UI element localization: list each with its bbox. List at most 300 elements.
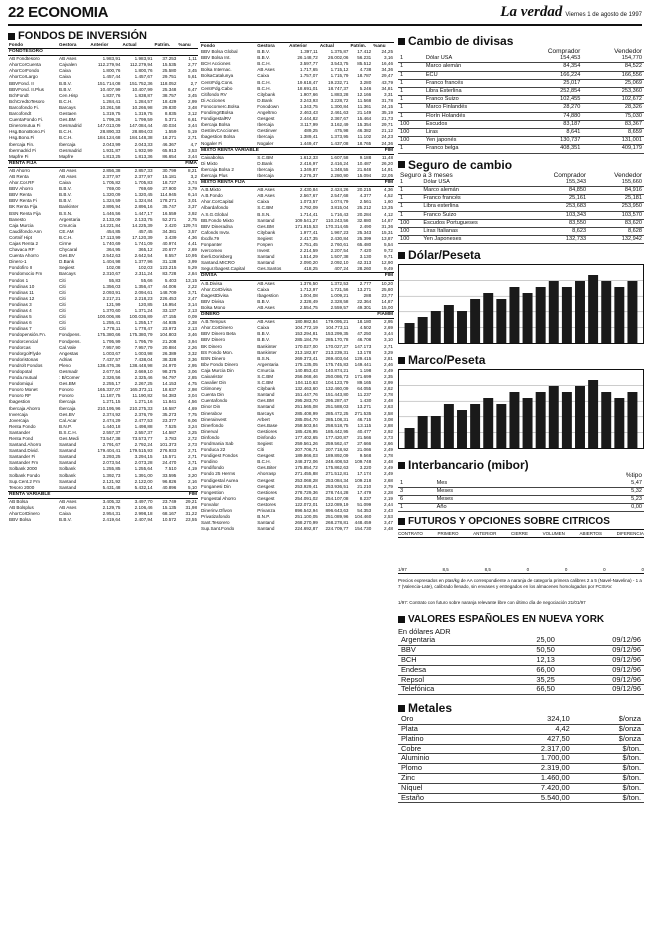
fund-current: 175.745,83: [325, 361, 349, 367]
fund-yield: 3,79: [188, 186, 197, 192]
table-row: [398, 96, 644, 104]
fund-previous: 180.982,84: [288, 319, 319, 326]
fund-previous: 896.542,94: [294, 508, 318, 514]
fund-manager: Santand: [256, 218, 288, 224]
fund-assets: 37.253: [154, 56, 178, 63]
fund-manager: Mapfre: [58, 154, 89, 161]
fund-yield: 29,71: [381, 122, 393, 128]
chart-bar: [601, 281, 611, 343]
fund-name: Ahor.Cor.RF: [8, 180, 58, 186]
fund-name: Cafonds Invtv.: [200, 230, 256, 236]
fund-group-tag: FIM: [372, 180, 394, 187]
fund-name: Citimoney: [201, 386, 222, 392]
fund-yield: 3,44: [188, 123, 197, 129]
sell-rate: 103,570: [588, 211, 644, 219]
fund-manager: Ges.BM: [58, 117, 89, 123]
fund-current: 213.239,31: [325, 349, 349, 355]
fund-assets: 7.525: [154, 424, 178, 430]
fund-name: Privatizafondo: [200, 514, 256, 520]
table-row: [398, 715, 644, 724]
price: 25,00: [497, 636, 558, 645]
currency: Marco Finlandés: [424, 104, 512, 112]
fund-manager: B.C.H.: [257, 459, 271, 465]
fund-previous: 1.778,11: [89, 326, 121, 332]
fund-current: 769,69: [138, 186, 153, 192]
fund-previous: 2.554,75: [288, 305, 319, 312]
fund-previous: 100.006,86: [89, 314, 121, 320]
fund-assets: 12.166: [349, 92, 372, 98]
fund-manager: Ibercaja: [58, 142, 89, 148]
fund-current: 2.857,33: [121, 167, 153, 174]
sell-rate: 154,770: [582, 55, 644, 63]
fund-previous: 1.255,41: [102, 320, 121, 326]
date: 09/12/96: [558, 675, 644, 685]
fund-previous: 2.043,99: [89, 142, 121, 148]
fund-name: Fondinas 11: [8, 290, 58, 296]
fund-name: Ibercaja Bolsa 2: [200, 167, 256, 173]
fund-name: Fonpanter: [200, 242, 256, 248]
fund-current: 104.123,79: [319, 380, 350, 386]
fund-name: Caixaristor: [201, 373, 223, 379]
fund-current: 184.148,38: [129, 135, 153, 141]
fund-manager: Gesgest: [257, 483, 275, 489]
fund-previous: 2.310,67: [102, 271, 121, 277]
fund-current: 2.376,79: [121, 412, 153, 418]
fund-name: Cuentafondo: [201, 398, 228, 404]
fund-assets: 16.559: [162, 210, 177, 216]
fund-name: BchFondt: [8, 93, 58, 99]
fund-name: Fondoristonas: [9, 356, 39, 362]
fund-assets: 11.361: [349, 104, 372, 110]
fund-yield: 23,55: [185, 517, 197, 523]
fund-name: AB Fondtesoro: [8, 56, 58, 63]
fund-current: 285.108,31: [319, 417, 350, 423]
fund-yield: 4,41: [177, 241, 198, 247]
fund-current: 1.377,96: [134, 259, 153, 265]
fund-yield: 3,04: [188, 393, 197, 399]
fund-current: 1.356,47: [134, 283, 153, 289]
fund-name: BBV Dinero: [201, 337, 226, 343]
metal: Zinc: [398, 774, 485, 784]
metal: Plomo: [398, 764, 485, 774]
unit: 100: [398, 129, 424, 137]
fund-yield: 3,14: [177, 302, 198, 308]
fund-name: Bbv Fondo Dinero: [201, 361, 239, 367]
fund-previous: 1.370,60: [102, 308, 121, 314]
fund-name: Dinfondo: [201, 434, 220, 440]
fund-assets: 17.412: [357, 49, 372, 55]
fund-manager: B.C.H.: [256, 80, 288, 86]
fund-current: 271.512,81: [325, 471, 349, 477]
fund-manager: AB Ases: [59, 173, 77, 179]
fund-yield: 3,94: [177, 339, 198, 345]
fund-group-label: DIVISA: [200, 273, 372, 280]
fund-manager: Fonpen: [256, 242, 288, 248]
chart-bar: [601, 392, 611, 448]
bullet-icon: [398, 518, 405, 525]
fund-yield: 14,91: [372, 167, 394, 173]
fund-previous: 1.440,18: [89, 424, 121, 430]
fund-name: Ivercomex: [201, 248, 223, 254]
fund-previous: 1.343,75: [288, 104, 319, 110]
fund-current: 175.862,63: [319, 465, 350, 471]
fund-yield: 13,15: [177, 278, 198, 284]
issue-date: Viernes 1 de agosto de 1997: [565, 12, 642, 18]
fund-name: Fondorcas: [9, 344, 31, 350]
fund-name: Caudifondo Ann: [8, 229, 58, 235]
fund-previous: 153.294,81: [288, 331, 319, 337]
fund-manager: B.S.N.: [59, 210, 73, 216]
metal: Platino: [398, 734, 485, 744]
fund-yield: 6,47: [188, 86, 197, 92]
unit: 100: [398, 228, 421, 236]
fund-current: 2.547,68: [319, 193, 350, 199]
fund-previous: 138.476,36: [89, 363, 121, 369]
fund-manager: Arbert: [256, 417, 288, 423]
fund-yield: 3,53: [188, 147, 197, 153]
fund-row: [200, 305, 394, 312]
fund-name: Fondopotal: [9, 368, 32, 374]
fund-previous: 1.389,41: [299, 134, 318, 140]
fund-previous: 2.444,82: [288, 116, 319, 122]
unit: 1: [398, 112, 424, 120]
fund-current: 2.043,33: [121, 142, 153, 148]
fund-manager: B.C.H.: [58, 129, 89, 135]
fund-assets: 26.389: [154, 351, 178, 357]
fund-current: 1.800,76: [121, 68, 153, 74]
fund-name: Fondopensión.Fn.: [9, 332, 47, 338]
fund-current: 1.883,28: [319, 92, 350, 98]
metal: Oro: [398, 715, 485, 724]
fund-previous: 258.503,84: [294, 422, 318, 428]
fund-current: 110.243,56: [319, 218, 350, 224]
fund-assets: 47.155: [154, 314, 178, 320]
fund-previous: 2.129,75: [102, 505, 121, 511]
fund-row: [200, 350, 394, 356]
fund-current: 18.747,37: [328, 85, 349, 91]
chart-bar: [627, 281, 637, 343]
fund-group-label: FONDTESORO: [8, 49, 177, 56]
fund-current: 17.120,39: [132, 234, 153, 240]
fund-yield: 2,7: [177, 81, 198, 87]
fund-row: [8, 154, 198, 161]
fund-previous: 1.449,47: [288, 141, 319, 148]
sell-rate: 132,942: [588, 236, 644, 244]
fund-yield: 2,78: [372, 392, 394, 398]
fund-current: 1.799,59: [121, 117, 153, 123]
fund-assets: 23.377: [162, 417, 177, 423]
fund-previous: 1.740,69: [89, 241, 121, 247]
fund-manager: AB Ases: [256, 193, 288, 199]
currency: Franco Suizo: [424, 96, 512, 104]
chart-bar: [562, 392, 572, 448]
currency: Libra esterlina: [421, 203, 524, 211]
fund-assets: 3.220: [349, 465, 372, 471]
fund-name: Fondomiqui: [9, 381, 34, 387]
fund-name: Cuenta Din: [200, 392, 256, 398]
fund-row: [8, 498, 198, 505]
fund-manager: Gesmadr: [59, 368, 78, 374]
fund-yield: 5,29: [177, 265, 198, 271]
seguro-head: Seguro a 3 meses: [400, 171, 453, 179]
fund-yield: 3,71: [177, 290, 198, 296]
fund-current: 185.442,95: [319, 429, 350, 435]
fund-yield: 4,56: [177, 399, 198, 405]
fund-yield: 2,92: [372, 429, 394, 435]
fund-previous: 295.283,70: [294, 398, 318, 404]
fund-current: 1.437,08: [319, 141, 350, 148]
fund-row: [8, 204, 198, 210]
fund-manager: Fonoro: [59, 393, 74, 399]
fund-current: 1.607,58: [319, 154, 350, 161]
fund-name: Fondigest Fondos: [200, 453, 256, 459]
fund-current: 2.559,57: [319, 305, 350, 312]
fund-manager: AB Ases: [58, 498, 89, 505]
fund-current: 138.448,98: [121, 363, 153, 369]
fund-manager: B.B.V.: [58, 81, 89, 87]
fund-yield: 4,7: [177, 142, 198, 148]
fund-name: Fondos 1: [8, 278, 58, 284]
fund-yield: 15,31: [372, 230, 394, 236]
fund-row: [8, 167, 198, 174]
fund-yield: 9,49: [372, 266, 394, 273]
fund-name: BBV Bolsa Global: [201, 49, 238, 55]
fund-manager: Citybank: [256, 230, 288, 236]
fund-yield: 15,00: [372, 305, 394, 312]
fund-previous: 17.113,99: [100, 234, 121, 240]
fund-assets: 24.970: [154, 363, 178, 369]
currency: Escudos: [424, 120, 512, 128]
fund-name: Ibercaja Ahorro: [9, 405, 41, 411]
fund-assets: 10.487: [357, 160, 372, 166]
fund-previous: 2.430,84: [299, 187, 318, 193]
chart-bar: [405, 323, 415, 343]
currency: Liras: [424, 129, 512, 137]
fund-current: 248.408,53: [325, 459, 349, 465]
chart-bar: [509, 392, 519, 448]
table-row: [398, 195, 644, 203]
fund-assets: 21.566: [357, 434, 372, 440]
buy-rate: 166,224: [512, 71, 583, 79]
fund-current: 122.089,19: [319, 502, 350, 508]
fund-name: Ibercaja Plus: [201, 172, 228, 178]
metales-table: [398, 715, 644, 803]
table-row: [398, 71, 644, 79]
fund-current: 26.002,06: [319, 55, 350, 61]
fund-row: [8, 351, 198, 357]
fund-manager: Angeltmo: [257, 110, 277, 116]
buy-rate: 408,351: [512, 145, 583, 153]
bullet-icon: [398, 462, 405, 469]
fund-manager: B.B.V.: [59, 186, 72, 192]
fund-manager: B.B.V.: [257, 337, 270, 343]
fund-yield: 31,22: [177, 511, 198, 517]
fund-manager: Ibercaja: [58, 399, 89, 405]
fund-name: CentrFdg.Cabo: [201, 85, 233, 91]
sell-rate: 75,030: [582, 112, 644, 120]
unit: 100: [398, 137, 424, 145]
fund-manager: Angestas: [58, 351, 89, 357]
fund-group-label: MIXTO RENTA VARIABLE: [200, 147, 372, 154]
fund-current: 151.443,80: [319, 392, 350, 398]
unit: $/ton.: [573, 744, 644, 754]
fund-row: [200, 173, 394, 180]
buy-rate: 155,343: [524, 179, 588, 187]
fund-previous: 7.957,90: [102, 344, 121, 350]
fund-yield: 2,75: [177, 217, 198, 223]
rate: 5,47: [540, 480, 644, 488]
fund-assets: 7.510: [164, 466, 177, 472]
unit: 1: [398, 55, 424, 63]
fund-previous: 285.184,79: [294, 337, 318, 343]
fund-assets: 31.138: [162, 259, 177, 265]
fund-yield: 2,49: [372, 465, 394, 471]
fund-name: Ibagestion Bolsa: [201, 134, 235, 140]
fund-previous: 179.404,41: [89, 448, 121, 454]
fund-yield: 24,25: [381, 49, 393, 55]
fund-assets: 129.415: [349, 356, 372, 362]
fund-name: AhorCorCuenta: [9, 62, 41, 68]
fund-manager: S.C.BM: [256, 205, 288, 211]
fund-yield: 3,29: [384, 349, 393, 355]
fund-row: [8, 357, 198, 363]
chart-bar: [562, 287, 572, 343]
fund-row: [200, 526, 394, 532]
fund-manager: Nogaler: [256, 141, 288, 148]
fund-assets: 18.765: [349, 141, 372, 148]
fund-previous: 1.376,50: [288, 280, 319, 287]
fund-yield: 2,16: [188, 478, 197, 484]
fund-yield: 3,01: [188, 198, 197, 204]
fund-assets: 4.377: [349, 193, 372, 199]
fund-manager: Barcays: [257, 410, 274, 416]
fund-manager: Invest: [257, 248, 270, 254]
fund-yield: 2,53: [372, 514, 394, 520]
price: 1.700,00: [485, 754, 573, 764]
term-number: 1: [398, 480, 435, 488]
fund-assets: 98.375: [162, 368, 177, 374]
fund-row: [200, 224, 394, 230]
fund-group-row: [8, 491, 198, 498]
fund-manager: Santand: [59, 442, 77, 448]
fund-previous: 2.276,37: [299, 172, 318, 178]
fund-previous: 2.255,17: [102, 381, 121, 387]
fund-assets: 21.149: [357, 110, 372, 116]
fund-row: [8, 466, 198, 472]
fund-name: BB.Fondo Mixto: [200, 218, 256, 224]
fund-row: [200, 80, 394, 86]
fund-previous: 3.405,32: [89, 498, 121, 505]
chart-bar: [405, 428, 415, 448]
fund-manager: Dinfondo: [257, 434, 276, 440]
fund-assets: 123.215: [154, 265, 178, 271]
fund-assets: 52.271: [154, 217, 178, 223]
fund-manager: Santand: [58, 460, 89, 466]
fund-assets: 46.367: [154, 142, 178, 148]
fund-current: 1.324,84: [134, 198, 153, 204]
fund-yield: 3,16: [372, 55, 394, 61]
column-header: Fondo: [9, 42, 24, 47]
fund-name: FondimgrtBolsa: [201, 110, 234, 116]
fund-yield: 3,45: [177, 93, 198, 99]
futuros-column: ABIERTOS: [579, 531, 603, 537]
fund-name: Santand.Ahorro: [9, 442, 42, 448]
fund-manager: B.C.H.: [59, 234, 73, 240]
fund-name: A.B.Divisa: [200, 280, 256, 287]
fund-previous: 26.148,72: [288, 55, 319, 61]
fund-group-row: [8, 49, 198, 56]
fund-yield: 3,74: [177, 180, 198, 186]
column-header: Fondo: [201, 43, 216, 48]
chart-bar: [431, 416, 441, 448]
fund-previous: 769,00: [106, 186, 121, 192]
fund-current: 179.095,21: [319, 319, 350, 326]
fund-previous: 2.474,29: [102, 417, 121, 423]
fund-current: 3.497,70: [121, 498, 153, 505]
fund-assets: 51.099: [349, 502, 372, 508]
price: 7.420,00: [485, 783, 573, 793]
fund-manager: Caixa: [58, 68, 89, 74]
fund-yield: 3,10: [384, 337, 393, 343]
fund-previous: 256.068,46: [294, 373, 318, 379]
fund-assets: 15.464: [349, 116, 372, 122]
date: 09/12/96: [558, 636, 644, 645]
fund-previous: 2.093,91: [89, 290, 121, 296]
chart-bar: [444, 305, 454, 343]
fund-previous: 112.279,94: [97, 62, 121, 68]
fund-name: Banesto: [8, 217, 58, 223]
fund-yield: 2,79: [384, 483, 393, 489]
fund-current: 55,66: [121, 278, 153, 284]
table-row: [398, 236, 644, 244]
fund-yield: 3,08: [372, 417, 394, 423]
fund-manager: AB Ases: [59, 505, 77, 511]
fund-assets: 21.848: [349, 167, 372, 173]
fund-row: [200, 319, 394, 326]
fund-current: 1.813,36: [121, 154, 153, 161]
unit: $/onza: [573, 734, 644, 744]
futuros-column: VOLUMEN: [542, 531, 565, 537]
buy-rate: 132,733: [524, 236, 588, 244]
fund-manager: Santand: [256, 392, 288, 398]
fund-yield: 3,37: [177, 204, 198, 210]
fund-manager: Santand: [59, 478, 77, 484]
fund-current: 285.170,78: [325, 337, 349, 343]
fund-row: [200, 478, 394, 484]
fund-previous: 1.931,87: [102, 147, 121, 153]
fund-yield: 43,79: [372, 80, 394, 86]
futuros-column: PRIMERO: [437, 531, 459, 537]
markets-column: [398, 30, 644, 803]
fund-manager: B.S.N.: [257, 211, 271, 217]
sell-rate: 253,360: [582, 88, 644, 96]
fund-row: [200, 280, 394, 287]
fund-yield: 2,47: [188, 295, 197, 301]
fund-previous: 285.054,70: [288, 417, 319, 423]
fund-yield: 3,92: [188, 210, 197, 216]
currency: ECU: [424, 71, 512, 79]
fund-row: [200, 218, 394, 224]
fund-current: 2.092,10: [330, 260, 349, 266]
fund-assets: 9.188: [349, 154, 372, 161]
fund-current: 2.122,00: [134, 478, 153, 484]
funds-title: FONDOS DE INVERSIÓN: [8, 30, 198, 42]
fund-current: 14.225,39: [132, 222, 153, 228]
fund-yield: 2,85: [177, 375, 198, 381]
fund-manager: Caixa: [257, 325, 270, 331]
fund-assets: 178.271: [159, 198, 177, 204]
fund-yield: 2,71: [188, 135, 197, 141]
